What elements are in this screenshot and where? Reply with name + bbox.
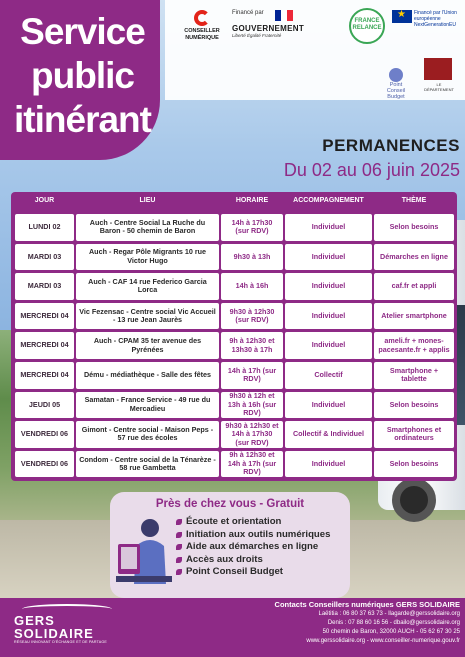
cell-accompagnement: Individuel bbox=[285, 332, 372, 359]
table-row bbox=[11, 451, 457, 478]
bus-wheel bbox=[392, 478, 436, 522]
cell-horaire: 9h30 à 12h30 (sur RDV) bbox=[221, 303, 283, 330]
pcb-text: Point Conseil Budget bbox=[386, 82, 406, 100]
title-block bbox=[0, 0, 160, 160]
header-jour: JOUR bbox=[34, 197, 55, 204]
cell-horaire: 14h à 16h bbox=[221, 273, 283, 300]
cell-theme: ameli.fr + mones-pacesante.fr + applis bbox=[374, 332, 454, 359]
person-at-computer-illustration bbox=[116, 514, 172, 592]
cell-theme: Selon besoins bbox=[374, 214, 454, 241]
cell-jour: VENDREDI 06 bbox=[15, 451, 74, 478]
title-line: itinérant bbox=[14, 99, 151, 140]
header-horaire: HORAIRE bbox=[235, 197, 269, 204]
cell-horaire: 14h à 17h30 (sur RDV) bbox=[221, 214, 283, 241]
cell-theme: Selon besoins bbox=[374, 392, 454, 419]
cell-jour: LUNDI 02 bbox=[15, 214, 74, 241]
org-name-line: SOLIDAIRE bbox=[14, 626, 94, 641]
point-conseil-budget-logo bbox=[380, 68, 412, 100]
service-item: Accès aux droits bbox=[176, 554, 348, 567]
table-row bbox=[11, 362, 457, 389]
france-relance-logo bbox=[349, 8, 385, 44]
cell-accompagnement: Individuel bbox=[285, 392, 372, 419]
cell-horaire: 14h à 17h (sur RDV) bbox=[221, 362, 283, 389]
table-row bbox=[11, 303, 457, 330]
cell-theme: Smartphone + tablette bbox=[374, 362, 454, 389]
permanences-dates: Du 02 au 06 juin 2025 bbox=[283, 160, 460, 180]
contact-address: 50 chemin de Baron, 32000 AUCH - 05 62 67 30 25 bbox=[322, 629, 460, 635]
french-flag-icon bbox=[275, 10, 293, 21]
conseiller-numerique-logo bbox=[178, 10, 226, 42]
eu-flag-icon bbox=[392, 10, 412, 23]
cell-horaire: 9h à 12h30 et 13h30 à 17h bbox=[221, 332, 283, 359]
gers-text: LE DÉPARTEMENT bbox=[424, 82, 454, 92]
cell-theme: caf.fr et appli bbox=[374, 273, 454, 300]
contact-line: Laëtitia : 06 80 37 63 73 - llagarde@gerssolidaire.org bbox=[318, 611, 460, 617]
cell-jour: JEUDI 05 bbox=[15, 392, 74, 419]
header-theme: THÈME bbox=[401, 197, 427, 204]
cell-horaire: 9h30 à 12h et 13h à 16h (sur RDV) bbox=[221, 392, 283, 419]
point-conseil-budget-icon bbox=[389, 68, 403, 82]
cell-theme: Démarches en ligne bbox=[374, 244, 454, 271]
org-tagline: RÉSEAU INNOVANT D'ÉCHANGE ET DE PARTAGE bbox=[14, 640, 107, 644]
services-list bbox=[176, 516, 348, 579]
cell-jour: VENDREDI 06 bbox=[15, 421, 74, 448]
cell-accompagnement: Collectif & Individuel bbox=[285, 421, 372, 448]
gouvernement-logo bbox=[232, 10, 332, 38]
cell-accompagnement: Individuel bbox=[285, 451, 372, 478]
cell-theme: Selon besoins bbox=[374, 451, 454, 478]
table-row bbox=[11, 244, 457, 271]
cell-lieu: Dému - médiathèque - Salle des fêtes bbox=[76, 362, 219, 389]
service-item: Initiation aux outils numériques bbox=[176, 529, 348, 542]
cell-lieu: Auch - CAF 14 rue Federico Garcia Lorca bbox=[76, 273, 219, 300]
finance-par-text: Financé par bbox=[232, 10, 264, 16]
cell-jour: MERCREDI 04 bbox=[15, 362, 74, 389]
cell-lieu: Auch - CPAM 35 ter avenue des Pyrénées bbox=[76, 332, 219, 359]
service-item: Aide aux démarches en ligne bbox=[176, 541, 348, 554]
gers-emblem-icon bbox=[424, 58, 452, 80]
header-accompagnement: ACCOMPAGNEMENT bbox=[293, 197, 364, 204]
contacts-block bbox=[176, 600, 460, 646]
cell-lieu: Samatan - France Service - 49 rue du Mercadieu bbox=[76, 392, 219, 419]
cell-horaire: 9h à 12h30 et 14h à 17h (sur RDV) bbox=[221, 451, 283, 478]
permanences-title: PERMANENCES bbox=[322, 136, 460, 155]
cell-horaire: 9h30 à 13h bbox=[221, 244, 283, 271]
header-lieu: LIEU bbox=[139, 197, 156, 204]
cell-theme: Atelier smartphone bbox=[374, 303, 454, 330]
table-row bbox=[11, 332, 457, 359]
services-title: Près de chez vous - Gratuit bbox=[155, 498, 305, 510]
page-title bbox=[10, 10, 155, 142]
cell-lieu: Auch - Centre Social La Ruche du Baron - 50 chemin de Baron bbox=[76, 214, 219, 241]
logo-text: CONSEILLER NUMÉRIQUE bbox=[184, 28, 220, 41]
cell-theme: Smartphones et ordinateurs bbox=[374, 421, 454, 448]
table-header bbox=[11, 192, 457, 214]
table-row bbox=[11, 273, 457, 300]
title-line: Service bbox=[20, 11, 145, 52]
cell-jour: MERCREDI 04 bbox=[15, 303, 74, 330]
footer bbox=[0, 598, 465, 657]
title-line: public bbox=[31, 55, 134, 96]
table-row bbox=[11, 421, 457, 448]
gers-solidaire-logo bbox=[14, 604, 124, 645]
cell-horaire: 9h30 à 12h30 et 14h à 17h30 (sur RDV) bbox=[221, 421, 283, 448]
cell-lieu: Gimont - Centre social - Maison Peps - 57 rue des écoles bbox=[76, 421, 219, 448]
cell-jour: MARDI 03 bbox=[15, 244, 74, 271]
contacts-title: Contacts Conseillers numériques GERS SOLIDAIRE bbox=[274, 600, 460, 609]
cell-jour: MERCREDI 04 bbox=[15, 332, 74, 359]
contact-line: Denis : 07 88 60 16 56 - dbailo@gerssolidaire.org bbox=[327, 620, 460, 626]
eu-text: Financé par l'Union européenne NextGenerationEU bbox=[414, 10, 457, 28]
service-item: Écoute et orientation bbox=[176, 516, 348, 529]
cell-lieu: Condom - Centre social de la Ténarèze - 58 rue Gambetta bbox=[76, 451, 219, 478]
org-name-line: GERS bbox=[14, 613, 55, 628]
cell-lieu: Auch - Regar Pôle Migrants 10 rue Victor Hugo bbox=[76, 244, 219, 271]
contact-websites: www.gerssolidaire.org - www.conseiller-numerique.gouv.fr bbox=[306, 638, 460, 644]
motto-text: Liberté Égalité Fraternité bbox=[232, 33, 282, 38]
france-relance-text: FRANCE RELANCE bbox=[352, 18, 382, 31]
cell-accompagnement: Individuel bbox=[285, 214, 372, 241]
cell-accompagnement: Individuel bbox=[285, 273, 372, 300]
cell-jour: MARDI 03 bbox=[15, 273, 74, 300]
schedule-table bbox=[11, 192, 457, 481]
cell-accompagnement: Collectif bbox=[285, 362, 372, 389]
table-row bbox=[11, 214, 457, 241]
gouvernement-text: GOUVERNEMENT bbox=[232, 24, 305, 33]
cell-accompagnement: Individuel bbox=[285, 244, 372, 271]
service-item: Point Conseil Budget bbox=[176, 566, 348, 579]
table-row bbox=[11, 392, 457, 419]
cell-accompagnement: Individuel bbox=[285, 303, 372, 330]
cell-lieu: Vic Fezensac - Centre social Vic Accueil - 13 rue Jean Jaurès bbox=[76, 303, 219, 330]
conseiller-numerique-icon bbox=[194, 10, 210, 26]
gers-departement-logo bbox=[424, 58, 454, 92]
services-box bbox=[110, 492, 350, 598]
